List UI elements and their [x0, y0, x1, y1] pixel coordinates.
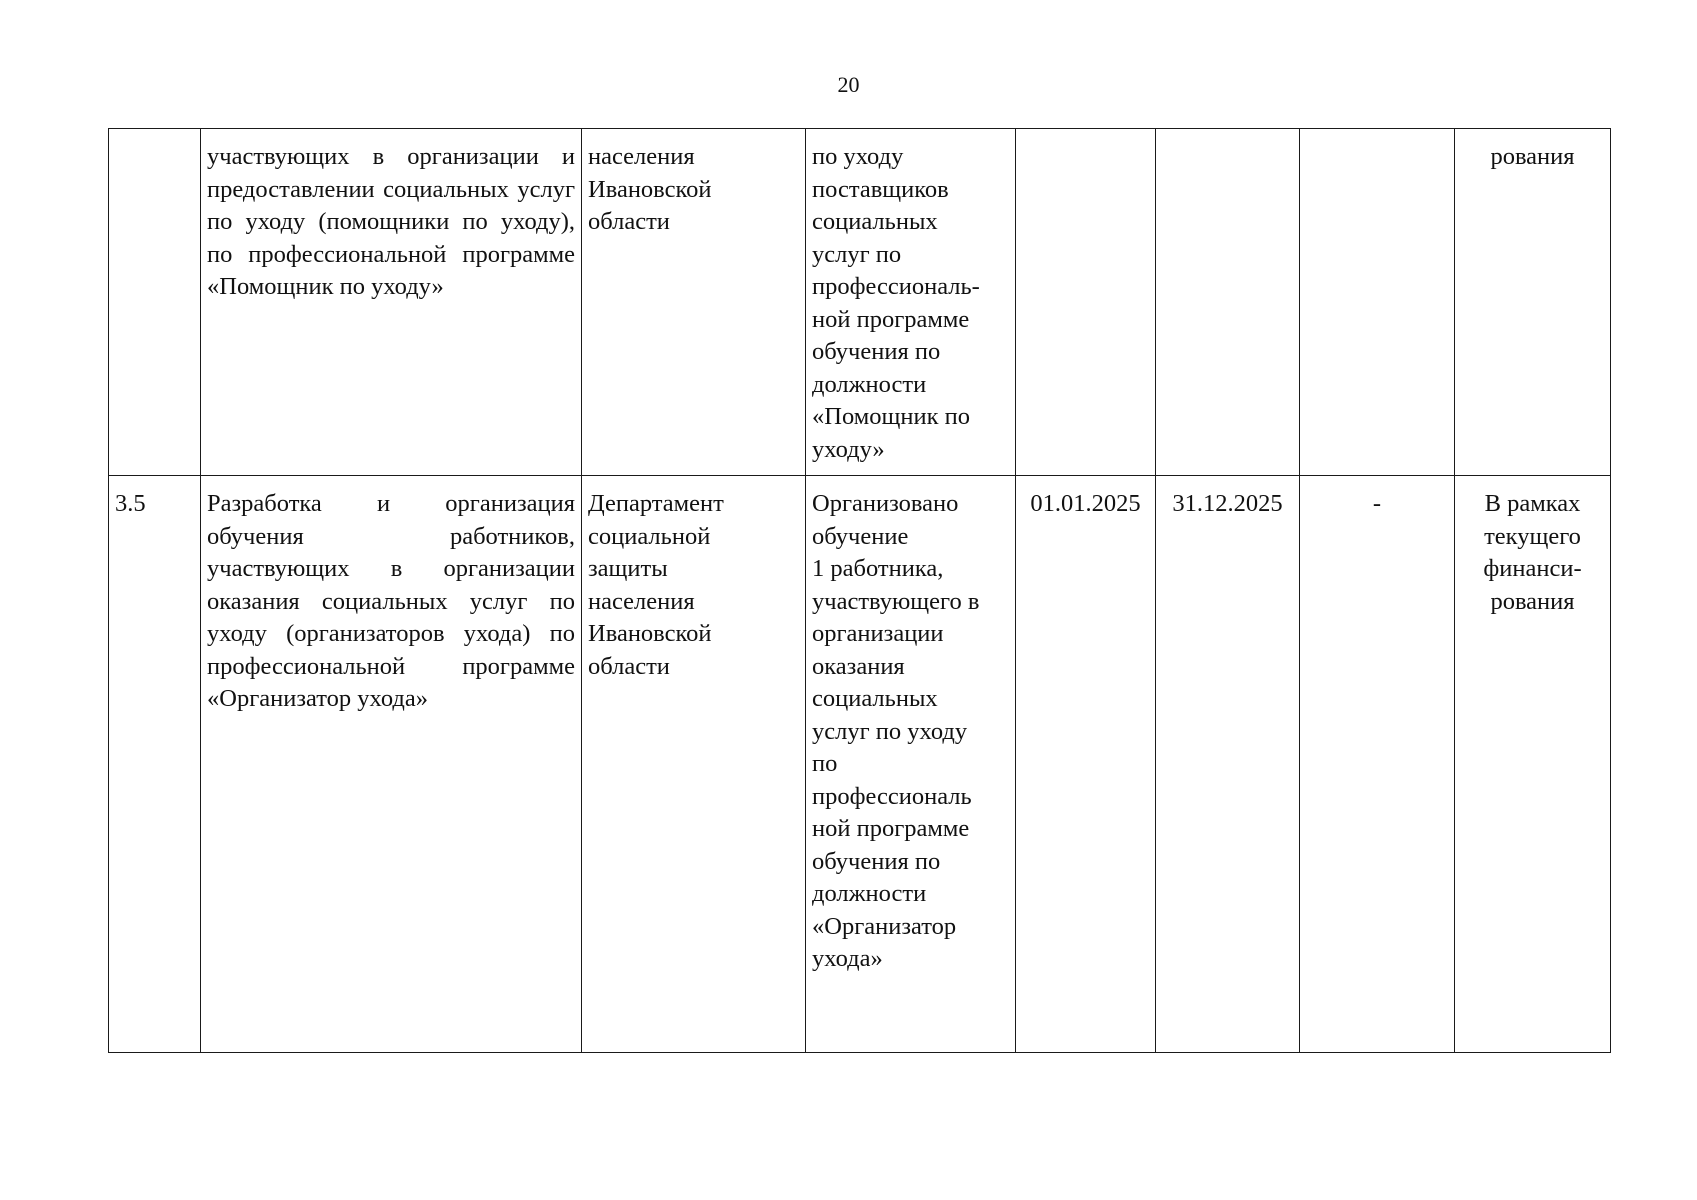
result-line: оказания: [812, 652, 905, 680]
result-line: обучения по: [812, 847, 941, 875]
row-number-cell: 3.5: [109, 476, 201, 1053]
result-line: «Организатор: [812, 912, 957, 940]
result-line: должности: [812, 880, 927, 907]
result-line: должности: [812, 370, 927, 398]
result-line: услуг по уходу: [812, 717, 968, 745]
result-line: по: [812, 750, 838, 777]
result-line: социальных: [812, 208, 938, 235]
table-row: [109, 476, 1611, 1053]
funding-line: В рамках: [1484, 490, 1581, 517]
result-line: профессиональ: [812, 782, 972, 810]
end-date-cell: 31.12.2025: [1156, 476, 1300, 1053]
funding-line: текущего: [1484, 522, 1581, 550]
result-line: поставщиков: [812, 175, 949, 203]
row-number-cell: [109, 129, 201, 476]
table-row: [109, 129, 1611, 476]
plan-table: [108, 128, 1611, 1053]
end-date-cell: [1156, 129, 1300, 476]
result-cell: [806, 129, 1016, 476]
result-line: обучение: [812, 522, 909, 550]
page-number: 20: [837, 72, 860, 97]
start-date-cell: 01.01.2025: [1016, 476, 1156, 1053]
result-line: ухода»: [812, 945, 883, 972]
responsible-line: населения: [588, 587, 695, 615]
result-line: «Помощник по: [812, 403, 970, 430]
responsible-line: Ивановской: [588, 620, 712, 647]
result-line: Организовано: [812, 490, 959, 517]
responsible-line: защиты: [588, 555, 668, 582]
action-cell: Разработка и организация обучения работников, участвующих в организации оказания социальных услуг по уходу (организаторов ухода) по профессиональной программе «Организатор ухода»: [201, 476, 582, 1053]
extra-cell: [1300, 129, 1455, 476]
result-line: по уходу: [812, 143, 904, 170]
start-date-cell: [1016, 129, 1156, 476]
responsible-line: социальной: [588, 522, 711, 550]
result-line: обучения по: [812, 338, 941, 365]
result-line: социальных: [812, 685, 938, 712]
responsible-cell: [582, 476, 806, 1053]
responsible-cell: [582, 129, 806, 476]
result-line: уходу»: [812, 435, 885, 463]
result-line: участвующего в: [812, 587, 980, 615]
result-cell: [806, 476, 1016, 1053]
responsible-line: области: [588, 208, 670, 235]
result-line: организации: [812, 620, 944, 647]
action-cell: участвующих в организации и предоставлении социальных услуг по уходу (помощники по уходу), по профессиональной программе «Помощник по уходу»: [201, 129, 582, 476]
result-line: профессиональ-: [812, 273, 980, 300]
responsible-line: Департамент: [588, 490, 724, 517]
result-line: услуг по: [812, 240, 902, 268]
extra-cell: -: [1300, 476, 1455, 1053]
funding-cell: [1455, 129, 1611, 476]
responsible-line: области: [588, 652, 670, 680]
funding-line: рования: [1490, 587, 1575, 615]
funding-cell: [1455, 476, 1611, 1053]
responsible-line: населения: [588, 143, 695, 170]
result-line: ной программе: [812, 815, 970, 842]
responsible-line: Ивановской: [588, 175, 712, 203]
funding-line: рования: [1490, 143, 1575, 170]
result-line: ной программе: [812, 305, 970, 333]
result-line: 1 работника,: [812, 555, 944, 582]
funding-line: финанси-: [1483, 555, 1582, 582]
